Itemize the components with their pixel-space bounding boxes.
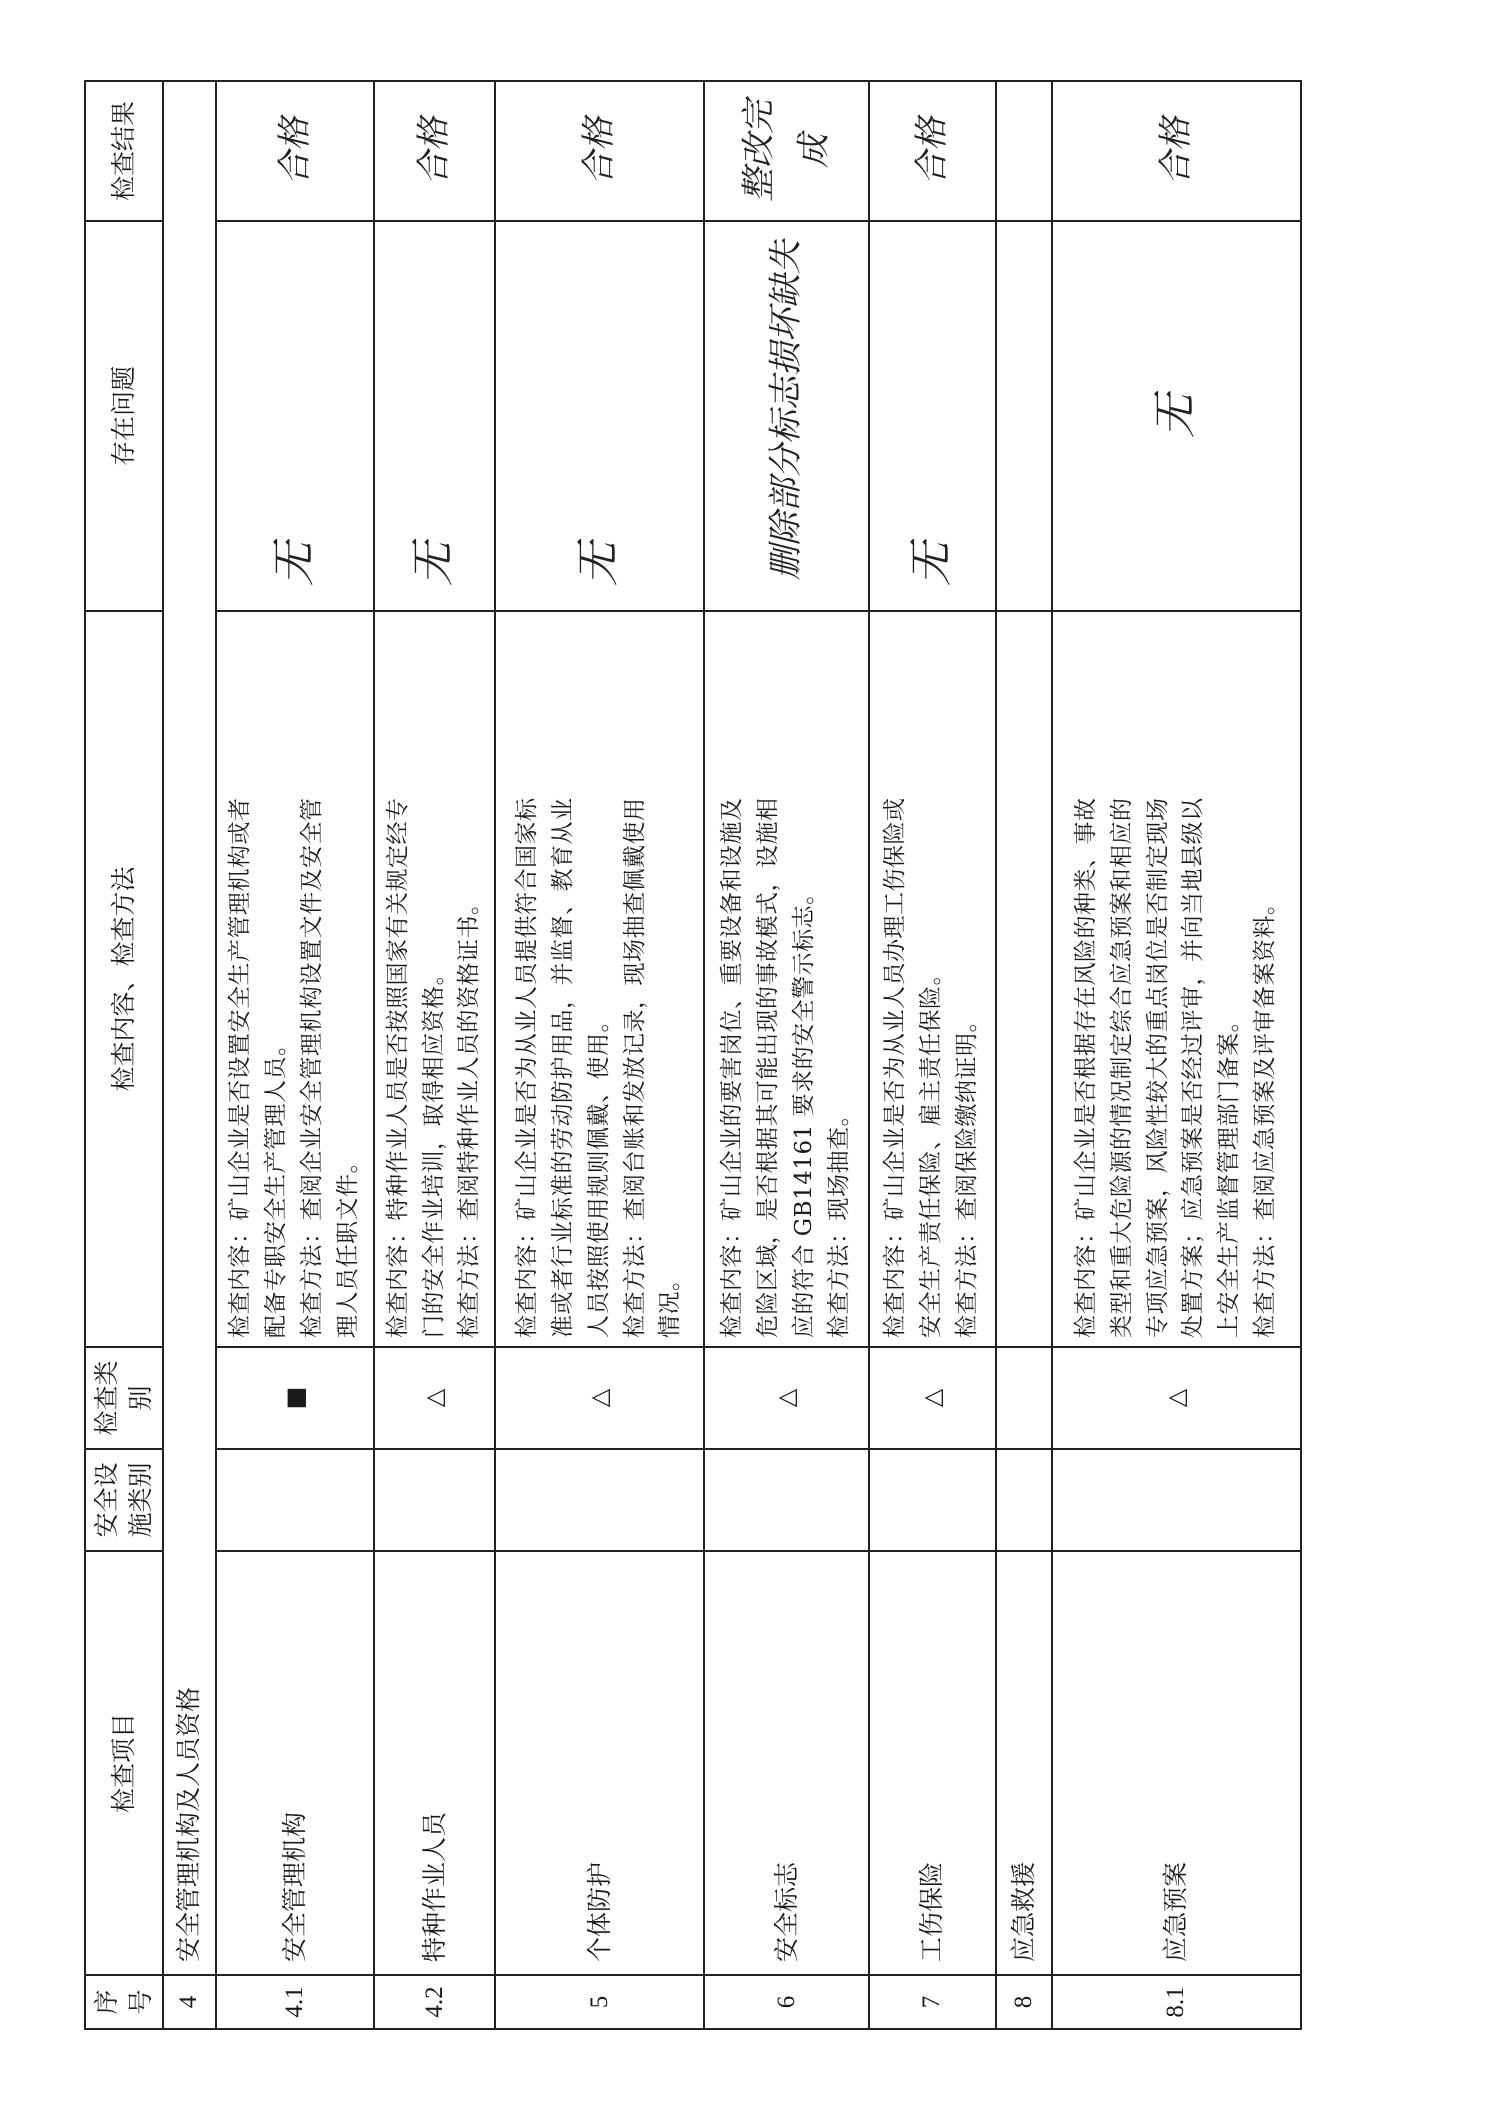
method-line: 理人员任职文件。 (335, 1150, 362, 1338)
row-check-type: △ (869, 1347, 996, 1449)
row-result-handwritten: 合格 (495, 81, 705, 221)
table-row (704, 81, 868, 2029)
table-row (216, 81, 374, 2029)
header-seq: 序号 (85, 1975, 163, 2029)
row-result-handwritten: 合格 (1052, 81, 1301, 221)
row-seq: 4.1 (216, 1975, 374, 2029)
row-problem-handwritten: 无 (374, 221, 494, 611)
row-problem-handwritten: 无 (1052, 221, 1301, 611)
method-line: 专项应急预案，风险性较大的重点岗位是否制定现场 (1144, 797, 1171, 1338)
row-item: 应急救援 (996, 1551, 1052, 1975)
inspection-table-rotated (84, 82, 1302, 2030)
table-row (996, 81, 1052, 2029)
method-line: 检查方法：查阅保险缴纳证明。 (954, 1009, 981, 1338)
method-line: 安全生产责任保险、雇主责任保险。 (918, 962, 945, 1338)
row-content-method (216, 611, 374, 1347)
method-line: 检查内容：特种作业人员是否按照国家有关规定经专 (384, 797, 411, 1338)
row-content-method (495, 611, 705, 1347)
method-line: 处置方案；应急预案是否经过评审，并向当地县级以 (1180, 797, 1207, 1338)
row-facility-type (1052, 1449, 1301, 1551)
row-check-type: △ (374, 1347, 494, 1449)
row-check-type: ■ (216, 1347, 374, 1449)
row-problem-handwritten: 无 (216, 221, 374, 611)
table-row (374, 81, 494, 2029)
table-row (869, 81, 996, 2029)
row-check-type (996, 1347, 1052, 1449)
method-line: 人员按照使用规则佩戴、使用。 (585, 1009, 612, 1338)
header-facility-type: 安全设施类别 (85, 1449, 163, 1551)
row-seq: 7 (869, 1975, 996, 2029)
section-title: 安全管理机构及人员资格 (163, 81, 216, 1975)
row-problem-handwritten (996, 221, 1052, 611)
header-content-method: 检查内容、检查方法 (85, 611, 163, 1347)
method-line: 检查方法：查阅特种作业人员的资格证书。 (456, 891, 483, 1338)
row-content-method (996, 611, 1052, 1347)
row-facility-type (704, 1449, 868, 1551)
row-problem-handwritten: 无 (869, 221, 996, 611)
method-line: 应的符合 GB14161 要求的安全警示标志。 (790, 881, 817, 1338)
row-problem-handwritten: 删除部分标志损坏缺失 (704, 221, 868, 611)
method-line: 类型和重大危险源的情况制定综合应急预案和相应的 (1108, 797, 1135, 1338)
table-row (163, 81, 216, 2029)
row-seq: 8 (996, 1975, 1052, 2029)
row-seq: 5 (495, 1975, 705, 2029)
inspection-table (84, 80, 1302, 2030)
row-result-handwritten: 合格 (374, 81, 494, 221)
method-line: 检查内容：矿山企业是否设置安全生产管理机构或者 (227, 797, 254, 1338)
row-facility-type (996, 1449, 1052, 1551)
method-line: 检查内容：矿山企业的要害岗位、重要设备和设施及 (718, 797, 745, 1338)
row-seq: 8.1 (1052, 1975, 1301, 2029)
method-line: 危险区域，是否根据其可能出现的事故模式，设施相 (754, 797, 781, 1338)
method-line: 配备专职安全生产管理人员。 (263, 1032, 290, 1338)
method-line: 情况。 (657, 1267, 684, 1338)
row-check-type: △ (495, 1347, 705, 1449)
header-item: 检查项目 (85, 1551, 163, 1975)
header-check-type: 检查类别 (85, 1347, 163, 1449)
method-line: 上安全生产监督管理部门备案。 (1216, 1009, 1243, 1338)
row-content-method (374, 611, 494, 1347)
method-line: 检查方法：现场抽查。 (826, 1103, 853, 1338)
row-facility-type (495, 1449, 705, 1551)
row-seq: 6 (704, 1975, 868, 2029)
row-result-handwritten: 整改完成 (704, 81, 868, 221)
row-facility-type (869, 1449, 996, 1551)
row-result-handwritten: 合格 (869, 81, 996, 221)
row-result-handwritten (996, 81, 1052, 221)
method-line: 检查方法：查阅台账和发放记录，现场抽查佩戴使用 (621, 797, 648, 1338)
method-line: 检查方法：查阅应急预案及评审备案资料。 (1252, 891, 1279, 1338)
table-row (495, 81, 705, 2029)
row-item: 应急预案 (1052, 1551, 1301, 1975)
row-item: 工伤保险 (869, 1551, 996, 1975)
row-seq: 4 (163, 1975, 216, 2029)
row-item: 个体防护 (495, 1551, 705, 1975)
row-item: 特种作业人员 (374, 1551, 494, 1975)
row-item: 安全管理机构 (216, 1551, 374, 1975)
row-content-method (704, 611, 868, 1347)
header-problem: 存在问题 (85, 221, 163, 611)
row-item: 安全标志 (704, 1551, 868, 1975)
row-facility-type (374, 1449, 494, 1551)
row-seq: 4.2 (374, 1975, 494, 2029)
method-line: 门的安全作业培训，取得相应资格。 (420, 962, 447, 1338)
method-line: 检查内容：矿山企业是否根据存在风险的种类、事故 (1072, 797, 1099, 1338)
method-line: 检查内容：矿山企业是否为从业人员提供符合国家标 (513, 797, 540, 1338)
method-line: 检查方法：查阅企业安全管理机构设置文件及安全管 (299, 797, 326, 1338)
row-check-type: △ (704, 1347, 868, 1449)
method-line: 准或者行业标准的劳动防护用品，并监督、教育从业 (549, 797, 576, 1338)
row-facility-type (216, 1449, 374, 1551)
header-result: 检查结果 (85, 81, 163, 221)
row-content-method (1052, 611, 1301, 1347)
method-line: 检查内容：矿山企业是否为从业人员办理工伤保险或 (882, 797, 909, 1338)
row-check-type: △ (1052, 1347, 1301, 1449)
row-result-handwritten: 合格 (216, 81, 374, 221)
row-content-method (869, 611, 996, 1347)
header-row (85, 81, 163, 2029)
row-problem-handwritten: 无 (495, 221, 705, 611)
table-row (1052, 81, 1301, 2029)
